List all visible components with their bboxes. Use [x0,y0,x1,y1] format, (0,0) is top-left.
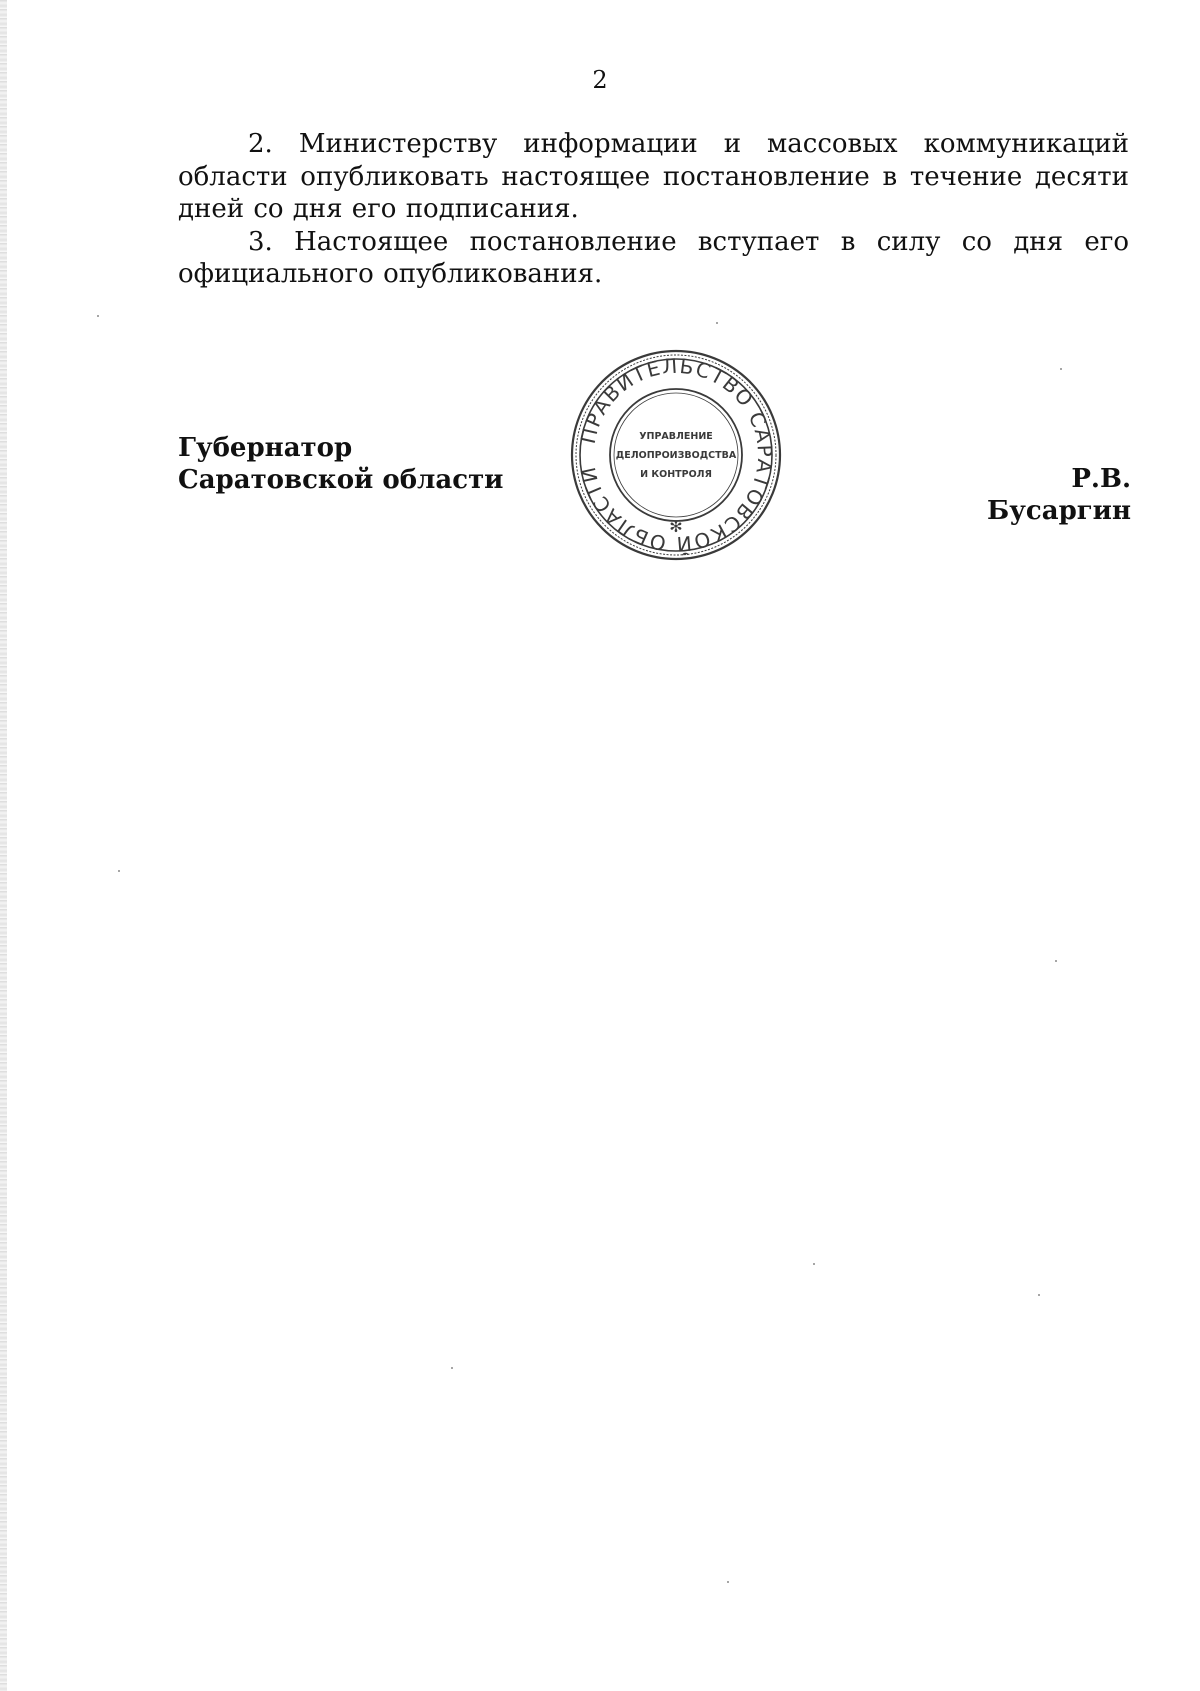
scan-speck [1038,1294,1040,1296]
scan-speck [1060,368,1062,370]
seal-center-line2: ДЕЛОПРОИЗВОДСТВА [615,450,737,461]
document-body [178,128,1129,291]
seal-star-icon: ✻ [669,517,683,536]
scan-speck [451,1367,453,1369]
scan-edge-artifact [0,0,7,1691]
seal-ring-text: ПРАВИТЕЛЬСТВО САРАТОВСКОЙ ОБЛАСТИ [575,353,778,557]
official-seal [569,348,783,562]
seal-graphic [569,348,783,562]
signatory-position-line2: Саратовской области [178,465,504,495]
paragraph-2: 2. Министерству информации и массовых коммуникаций области опубликовать настоящее постановление в течение десяти дней со дня его подписания. [178,129,1129,224]
paragraph-3: 3. Настоящее постановление вступает в силу со дня его официального опубликования. [178,226,1129,289]
signatory-name: Р.В. Бусаргин [987,464,1131,526]
scan-speck [97,315,99,317]
scan-speck [716,322,718,324]
scan-speck [813,1263,815,1265]
scan-speck [727,1581,729,1583]
page-number: 2 [592,66,608,94]
signatory-position [178,432,503,496]
seal-center-line1: УПРАВЛЕНИЕ [639,431,713,442]
scan-speck [118,870,120,872]
signatory-position-line1: Губернатор [178,433,353,463]
seal-center-line3: И КОНТРОЛЯ [640,469,712,480]
scan-speck [1055,960,1057,962]
